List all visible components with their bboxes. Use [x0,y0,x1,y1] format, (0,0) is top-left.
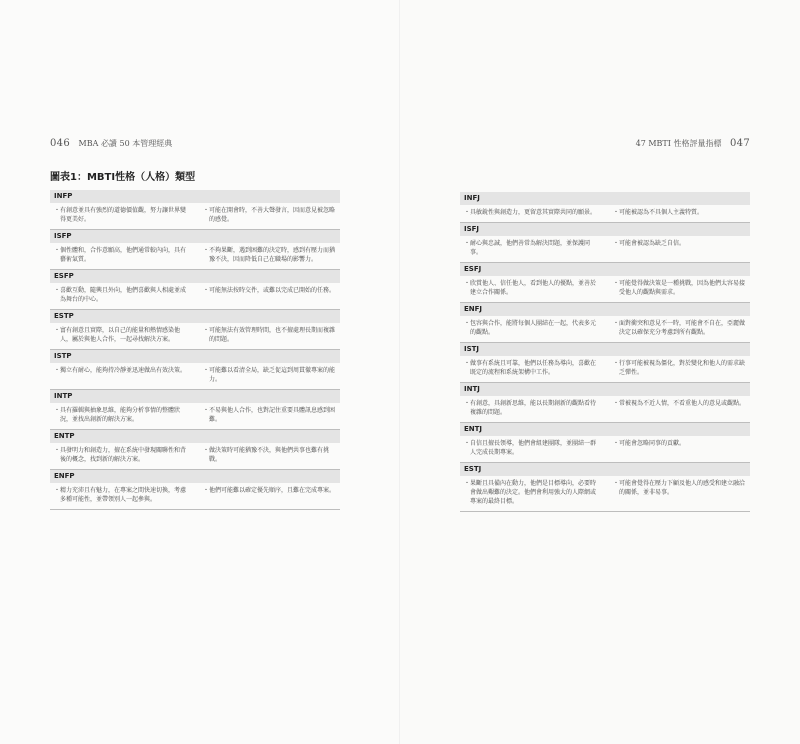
type-row [50,363,340,390]
weakness-text: ・做決策時可能猶豫不決，與他們共事也難有挑戰。 [203,447,330,463]
type-row [50,283,340,310]
type-header: ENFP [50,470,340,483]
strength-text: ・耐心與忠誠，他們善常為解決問題，並保護同事。 [464,240,591,256]
strength-text: ・獨立有耐心，能夠持冷靜並迅速做出有效決策。 [54,367,187,374]
type-row [460,236,750,263]
weakness-text: ・可能無法按時交件，或難以完成已開始的任務。 [203,287,336,294]
weakness-text: ・可能覺得做決策是一種挑戰，因為他們太容易接受他人的觀點與需求。 [613,280,746,296]
weakness-text: ・不易與他人合作，也對記住重要具體訊息感到困難。 [203,407,336,423]
strength-text: ・具敏銳性與創造力，更留意其實際共同的願景。 [464,209,597,216]
strength-text: ・具發明力和創造力，擅在系統中發現關聯性和背後的概念，找到新的解決方案。 [54,447,187,463]
type-header: ESTP [50,310,340,323]
strength-text: ・具有羅輯與抽象思維，能夠分析事情的整體狀況，並找出創新的解決方案。 [54,407,181,423]
page-number: 047 [730,138,750,149]
type-row [50,443,340,470]
strength-text: ・喜歡互動，隨興且外向，他們喜歡與人相處並成為舞台的中心。 [54,287,187,303]
weakness-text: ・行事可能被視為僵化，對於變化和他人的需求缺乏彈性。 [613,360,746,376]
type-row [460,205,750,223]
weakness-text: ・可能被認為不具個人主義特質。 [613,209,704,216]
type-header: ENTJ [460,423,750,436]
type-row [50,203,340,230]
weakness-text: ・面對衝突和意見不一時，可能會不自在，亞麗做決定以確保充分考慮到所有觀點。 [613,320,746,336]
weakness-text: ・常被視為不近人情，不看重他人的意見或觀點。 [613,400,746,407]
weakness-text: ・可能難以看清全局，缺乏促這到周貫徹專案的能力。 [203,367,336,383]
type-header: ESFJ [460,263,750,276]
strength-text: ・欣賞他人、信任他人，看到他人的優點，並善於建立合作關係。 [464,280,597,296]
type-row [460,476,750,512]
type-row [460,396,750,423]
weakness-text: ・可能會忽略同事的貢獻。 [613,440,686,447]
type-header: ESTJ [460,463,750,476]
type-header: INFP [50,190,340,203]
strength-text: ・個性體和，合作意願高，他們通常較內向，具有藝術氣質。 [54,247,187,263]
left-page-header [50,138,178,149]
strength-text: ・精力充沛且有魅力，在專案之間快速切換，考慮多種可能性，並帶領別人一起參與。 [54,487,187,503]
strength-text: ・做事有系統且可靠，他們以任務為導向，喜歡在既定的流程和系統架構中工作。 [464,360,597,376]
type-header: INFJ [460,192,750,205]
type-row [460,276,750,303]
type-row [50,403,340,430]
mbti-table-left [50,190,340,510]
strength-text: ・富有創意且實際，以自己的能量和熱情感染他人，屬於與他人合作，一起尋找解決方案。 [54,327,181,343]
strength-text: ・自信且擅長領導，他們會組建團隊，並團結一群人完成長期專案。 [464,440,597,456]
type-row [460,356,750,383]
type-row [50,323,340,350]
type-row [50,483,340,510]
page-number: 046 [50,138,70,149]
mbti-table-right [460,192,750,512]
type-header: ISTJ [460,343,750,356]
type-header: ISFP [50,230,340,243]
type-row [460,316,750,343]
running-head: 47 MBTI 性格評量指標 [635,139,722,148]
strength-text: ・有創意，具創新思維，能以長期創新的觀點看待複雜的問題。 [464,400,597,416]
type-row [50,243,340,270]
type-row [460,436,750,463]
right-page-header [630,138,750,149]
type-header: INTP [50,390,340,403]
type-header: ISTP [50,350,340,363]
weakness-text: ・可能無法有效管理時間，也不擅處理長期而複雜的問題。 [203,327,336,343]
type-header: ESFP [50,270,340,283]
strength-text: ・包容與合作，能將每個人團結在一起，代表多元的觀點。 [464,320,597,336]
weakness-text: ・可能會被認為缺乏自信。 [613,240,686,247]
type-header: ISFJ [460,223,750,236]
weakness-text: ・不夠果斷，遇到困難的決定時，感到有壓力而猶豫不決，因而降低自己在職場的影響力。 [203,247,336,263]
weakness-text: ・可能會覺得在壓力下顧及他人的感受和建立融洽的關係，並非易事。 [613,480,746,496]
figure-title: 圖表1：MBTI性格（人格）類型 [50,172,196,183]
weakness-text: ・可能在開會時，不善大聲發言，因而意見被忽略的感覺。 [203,207,336,223]
type-header: ENTP [50,430,340,443]
strength-text: ・有創意並具有強烈的道德價值觀，努力讓世界變得更美好。 [54,207,187,223]
running-head: MBA 必讀 50 本管理經典 [78,139,173,148]
strength-text: ・果斷且具備內在動力，他們是目標導向，必要時會做出艱難的決定。他們會利用強大的人際網或專案的最終目標。 [464,480,597,505]
type-header: INTJ [460,383,750,396]
type-header: ENFJ [460,303,750,316]
weakness-text: ・他們可能難以確定優先順序，且難在完成專案。 [203,487,336,494]
